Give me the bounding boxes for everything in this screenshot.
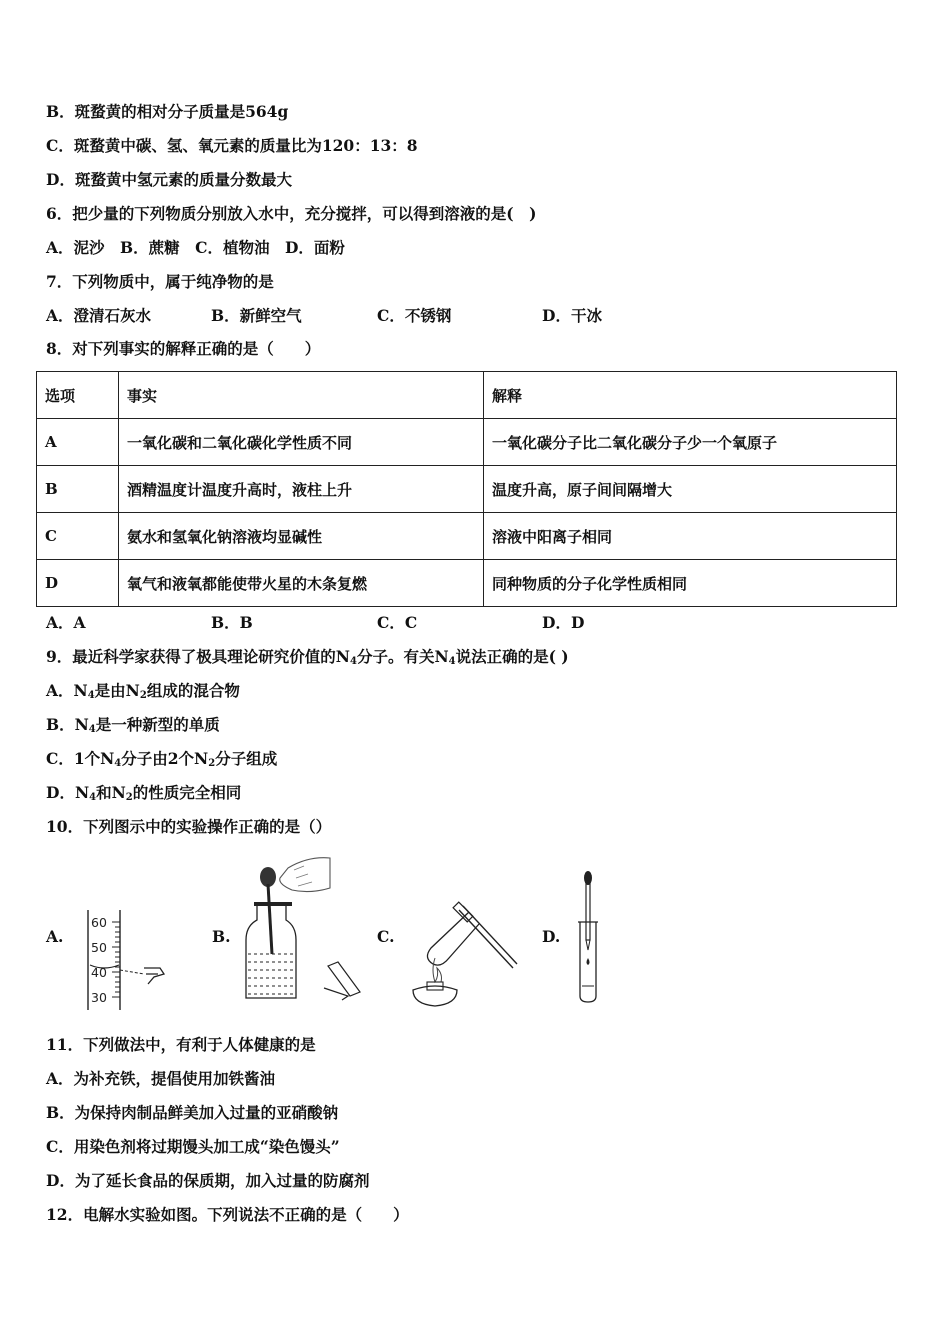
table-cell: D — [37, 560, 119, 607]
q7-option-a: A．澄清石灰水 — [46, 306, 152, 325]
dropper-figure — [572, 868, 604, 1008]
table-row — [37, 560, 897, 607]
q11-question: 11．下列做法中，有利于人体健康的是 — [46, 1035, 316, 1054]
q9-option-b: B．$N_4$是一种新型的单质 — [46, 715, 220, 735]
table-cell: 同种物质的分子化学性质相同 — [484, 560, 897, 607]
q8-option-b: B．B — [211, 613, 253, 632]
q6-question: 6．把少量的下列物质分别放入水中，充分搅拌，可以得到溶液的是( ) — [46, 204, 537, 223]
q9-option-d: D．$N_4$和$N_2$的性质完全相同 — [46, 783, 242, 803]
table-cell: C — [37, 513, 119, 560]
q7-option-d: D．干冰 — [542, 306, 602, 325]
pouring-liquid-figure — [238, 850, 368, 1010]
cylinder-tick-label: 50 — [91, 940, 107, 955]
table-row — [37, 419, 897, 466]
q9-question: 9．最近科学家获得了极具理论研究价值的$N_4$分子。有关$N_4$说法正确的是( ) — [46, 647, 569, 667]
table-header-cell: 解释 — [484, 372, 897, 419]
q10-label-d: D. — [542, 927, 561, 946]
q9-option-a: A．$N_4$是由$N_2$组成的混合物 — [46, 681, 240, 701]
q7-options — [46, 306, 926, 326]
q11-option-b: B．为保持肉制品鲜美加入过量的亚硝酸钠 — [46, 1103, 339, 1122]
table-header-row — [37, 372, 897, 419]
q11-option-d: D．为了延长食品的保质期，加入过量的防腐剂 — [46, 1171, 370, 1190]
q5-option-d: D．斑蝥黄中氢元素的质量分数最大 — [46, 170, 292, 189]
q10-label-c: C. — [377, 927, 395, 946]
q7-question: 7．下列物质中，属于纯净物的是 — [46, 272, 274, 291]
q12-question: 12．电解水实验如图。下列说法不正确的是（ ） — [46, 1205, 409, 1224]
table-row — [37, 513, 897, 560]
q9-option-c: C．1个$N_4$分子由2个$N_2$分子组成 — [46, 749, 278, 769]
q8-option-a: A．A — [46, 613, 86, 632]
cylinder-tick-label: 30 — [91, 990, 107, 1005]
q5-option-b: B．斑蝥黄的相对分子质量是564g — [46, 102, 289, 121]
table-cell: 一氧化碳和二氧化碳化学性质不同 — [119, 419, 484, 466]
table-header-cell: 选项 — [37, 372, 119, 419]
q11-option-a: A．为补充铁，提倡使用加铁酱油 — [46, 1069, 276, 1088]
q10-label-b: B. — [212, 927, 231, 946]
q7-option-b: B．新鲜空气 — [211, 306, 302, 325]
table-header-cell: 事实 — [119, 372, 484, 419]
table-cell: B — [37, 466, 119, 513]
table-row — [37, 466, 897, 513]
q8-question: 8．对下列事实的解释正确的是（ ） — [46, 339, 321, 358]
q5-option-c: C．斑蝥黄中碳、氢、氧元素的质量比为120：13：8 — [46, 136, 418, 155]
table-cell: A — [37, 419, 119, 466]
q8-option-d: D．D — [542, 613, 585, 632]
q8-options — [46, 613, 926, 633]
cylinder-tick-label: 40 — [91, 965, 107, 980]
q11-option-c: C．用染色剂将过期馒头加工成“染色馒头” — [46, 1137, 340, 1156]
table-cell: 温度升高，原子间间隔增大 — [484, 466, 897, 513]
table-cell: 溶液中阳离子相同 — [484, 513, 897, 560]
table-cell: 氧气和液氧都能使带火星的木条复燃 — [119, 560, 484, 607]
q6-options: A．泥沙 B．蔗糖 C．植物油 D．面粉 — [46, 238, 345, 257]
table-cell: 氨水和氢氧化钠溶液均显碱性 — [119, 513, 484, 560]
cylinder-tick-label: 60 — [91, 915, 107, 930]
table-cell: 酒精温度计温度升高时，液柱上升 — [119, 466, 484, 513]
heating-test-tube-figure — [405, 890, 525, 1014]
q10-label-a: A. — [46, 927, 64, 946]
q7-option-c: C．不锈钢 — [377, 306, 452, 325]
q8-option-c: C．C — [377, 613, 418, 632]
q8-facts-table — [36, 371, 897, 607]
graduated-cylinder-figure — [82, 908, 172, 1012]
q10-question: 10．下列图示中的实验操作正确的是（） — [46, 817, 332, 836]
table-cell: 一氧化碳分子比二氧化碳分子少一个氧原子 — [484, 419, 897, 466]
